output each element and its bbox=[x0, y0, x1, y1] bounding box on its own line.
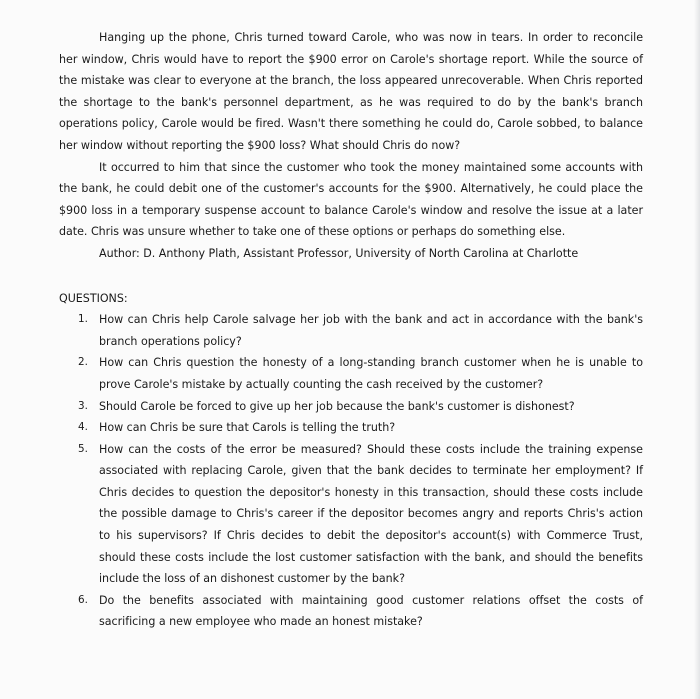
document-body bbox=[59, 27, 643, 633]
paragraph-1: Hanging up the phone, Chris turned toward Carole, who was now in tears. In order to reconcile her window, Chris would have to report the $900 error on Carole's shortage report. While the source of the mistake was clear to everyone at the branch, the loss appeared unrecoverable. When Chris reported the shortage to the bank's personnel department, as he was required to do by the bank's branch operations policy, Carole would be fired. Wasn't there something he could do, Carole sobbed, to balance her window without reporting the $900 loss? What should Chris do now? bbox=[59, 31, 643, 152]
question-text: Should Carole be forced to give up her job because the bank's customer is dishonest? bbox=[99, 399, 575, 413]
question-item-1 bbox=[78, 309, 643, 352]
questions-heading: QUESTIONS: bbox=[59, 291, 128, 305]
question-item-4 bbox=[78, 417, 643, 439]
question-text: How can Chris question the honesty of a long-standing branch customer when he is unable to prove Carole's mistake by actually counting the cash received by the customer? bbox=[99, 356, 643, 391]
question-text: How can the costs of the error be measured? Should these costs include the training expense associated with replacing Carole, given that the bank decides to terminate her employment? If Chris decides to question the depositor's honesty in this transaction, should these costs include the possible damage to Chris's career if the depositor becomes angry and reports Chris's action to his supervisors? If Chris decides to debit the depositor's account(s) with Commerce Trust, should these costs include the lost customer satisfaction with the bank, and should the benefits include the loss of an dishonest customer by the bank? bbox=[99, 442, 643, 586]
question-number: 1. bbox=[78, 313, 88, 326]
question-number: 2. bbox=[78, 356, 88, 369]
page-edge-shadow bbox=[694, 0, 700, 699]
question-item-5 bbox=[78, 439, 643, 590]
question-number: 4. bbox=[78, 421, 88, 434]
question-number: 3. bbox=[78, 399, 88, 412]
question-item-2 bbox=[78, 352, 643, 395]
question-item-3 bbox=[78, 396, 643, 418]
question-text: How can Chris help Carole salvage her job with the bank and act in accordance with the bank's branch operations policy? bbox=[99, 313, 643, 348]
question-item-6 bbox=[78, 590, 643, 633]
question-number: 6. bbox=[78, 593, 88, 606]
questions-list bbox=[59, 309, 643, 633]
author-line: Author: D. Anthony Plath, Assistant Professor, University of North Carolina at Charlotte bbox=[99, 246, 579, 260]
question-text: How can Chris be sure that Carols is telling the truth? bbox=[99, 421, 396, 435]
paragraph-2: It occurred to him that since the customer who took the money maintained some accounts with the bank, he could debit one of the customer's accounts for the $900. Alternatively, he could place the $900 loss in a temporary suspense account to balance Carole's window and resolve the issue at a later date. Chris was unsure whether to take one of these options or perhaps do something else. bbox=[59, 160, 643, 239]
question-text: Do the benefits associated with maintaining good customer relations offset the costs of sacrificing a new employee who made an honest mistake? bbox=[99, 593, 643, 629]
question-number: 5. bbox=[78, 442, 88, 455]
